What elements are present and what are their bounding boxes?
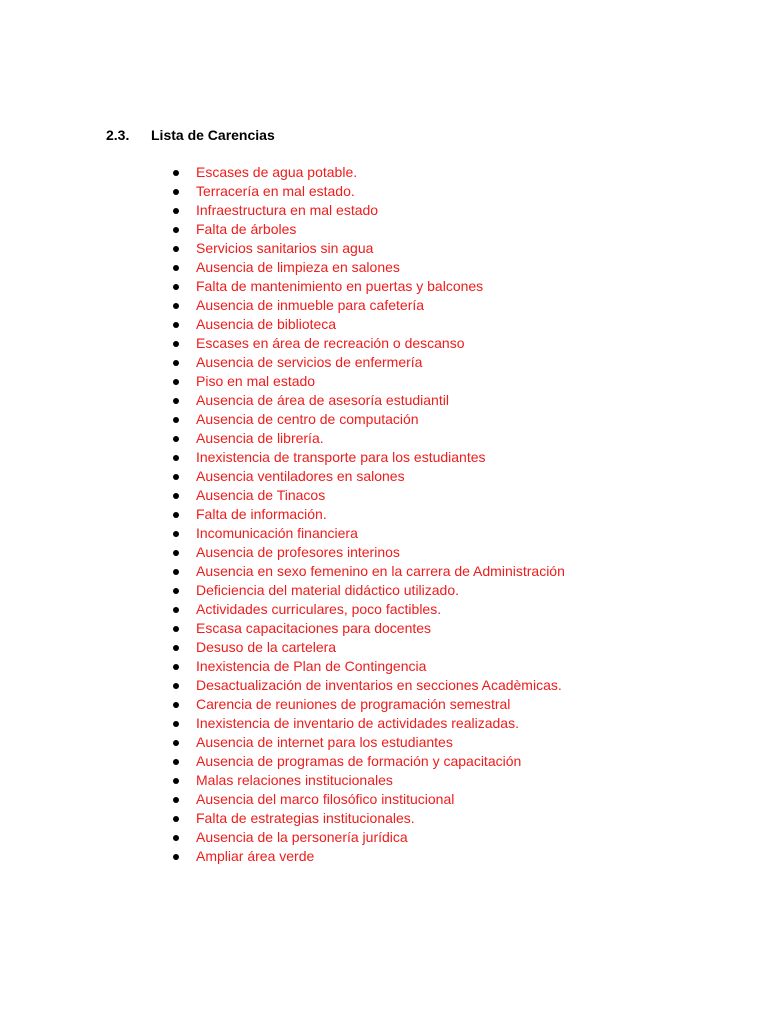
list-item-text: Carencia de reuniones de programación semestral [196, 696, 511, 712]
list-item-text: Ausencia en sexo femenino en la carrera de Administración [196, 563, 565, 579]
list-item-text: Falta de mantenimiento en puertas y balcones [196, 278, 484, 294]
list-item-text: Ausencia de inmueble para cafetería [196, 297, 425, 313]
bullet-icon [173, 512, 179, 518]
list-item-text: Deficiencia del material didáctico utilizado. [196, 582, 460, 598]
list-item-text: Desactualización de inventarios en secciones Acadèmicas. [196, 677, 562, 693]
bullet-icon [173, 284, 179, 290]
bullet-icon [173, 778, 179, 784]
list-item-text: Ausencia de librería. [196, 430, 324, 446]
bullet-icon [173, 341, 179, 347]
bullet-icon [173, 759, 179, 765]
bullet-icon [173, 246, 179, 252]
bullet-icon [173, 360, 179, 366]
list-item-text: Ausencia de programas de formación y capacitación [196, 753, 522, 769]
list-item-text: Actividades curriculares, poco factibles. [196, 601, 442, 617]
list-item-text: Escases en área de recreación o descanso [196, 335, 465, 351]
list-item-text: Inexistencia de Plan de Contingencia [196, 658, 427, 674]
list-item-text: Incomunicación financiera [196, 525, 358, 541]
list-item-text: Terracería en mal estado. [196, 183, 355, 199]
list-item-text: Falta de información. [196, 506, 327, 522]
bullet-icon [173, 550, 179, 556]
bullet-icon [173, 645, 179, 651]
bullet-icon [173, 797, 179, 803]
bullet-icon [173, 379, 179, 385]
bullet-icon [173, 303, 179, 309]
list-item-text: Ausencia de internet para los estudiantes [196, 734, 453, 750]
bullet-icon [173, 588, 179, 594]
list-item-text: Servicios sanitarios sin agua [196, 240, 374, 256]
list-item-text: Falta de árboles [196, 221, 297, 237]
bullet-icon [173, 436, 179, 442]
list-item-text: Ausencia del marco filosófico institucional [196, 791, 455, 807]
bullet-icon [173, 531, 179, 537]
bullet-icon [173, 683, 179, 689]
bullet-icon [173, 721, 179, 727]
list-item-text: Infraestructura en mal estado [196, 202, 379, 218]
bullet-icon [173, 854, 179, 860]
section-title: Lista de Carencias [151, 127, 275, 143]
list-item-text: Escases de agua potable. [196, 164, 358, 180]
list-item-text: Desuso de la cartelera [196, 639, 337, 655]
list-item-text: Piso en mal estado [196, 373, 316, 389]
bullet-icon [173, 227, 179, 233]
list-item-text: Ausencia de centro de computación [196, 411, 419, 427]
list-item-text: Ausencia de área de asesoría estudiantil [196, 392, 449, 408]
bullet-icon [173, 455, 179, 461]
section-number: 2.3. [106, 127, 130, 143]
list-item-text: Ausencia de biblioteca [196, 316, 337, 332]
bullet-icon [173, 170, 179, 176]
bullet-icon [173, 626, 179, 632]
list-item-text: Ausencia de la personería jurídica [196, 829, 408, 845]
list-item-text: Ampliar área verde [196, 848, 315, 864]
list-item-text: Ausencia de limpieza en salones [196, 259, 400, 275]
bullet-icon [173, 740, 179, 746]
bullet-icon [173, 702, 179, 708]
list-item-text: Inexistencia de transporte para los estudiantes [196, 449, 486, 465]
bullet-icon [173, 189, 179, 195]
list-item-text: Escasa capacitaciones para docentes [196, 620, 432, 636]
list-item-text: Malas relaciones institucionales [196, 772, 393, 788]
bullet-icon [173, 607, 179, 613]
bullet-icon [173, 208, 179, 214]
bullet-icon [173, 322, 179, 328]
list-item-text: Falta de estrategias institucionales. [196, 810, 415, 826]
bullet-icon [173, 417, 179, 423]
list-item-text: Inexistencia de inventario de actividades realizadas. [196, 715, 519, 731]
bullet-icon [173, 664, 179, 670]
bullet-icon [173, 493, 179, 499]
list-item-text: Ausencia de servicios de enfermería [196, 354, 423, 370]
bullet-icon [173, 569, 179, 575]
bullet-icon [173, 265, 179, 271]
list-item-text: Ausencia de Tinacos [196, 487, 326, 503]
list-item-text: Ausencia ventiladores en salones [196, 468, 405, 484]
section-heading [106, 127, 275, 143]
bullet-icon [173, 398, 179, 404]
bullet-icon [173, 835, 179, 841]
list-item-text: Ausencia de profesores interinos [196, 544, 400, 560]
bullet-icon [173, 816, 179, 822]
bullet-icon [173, 474, 179, 480]
